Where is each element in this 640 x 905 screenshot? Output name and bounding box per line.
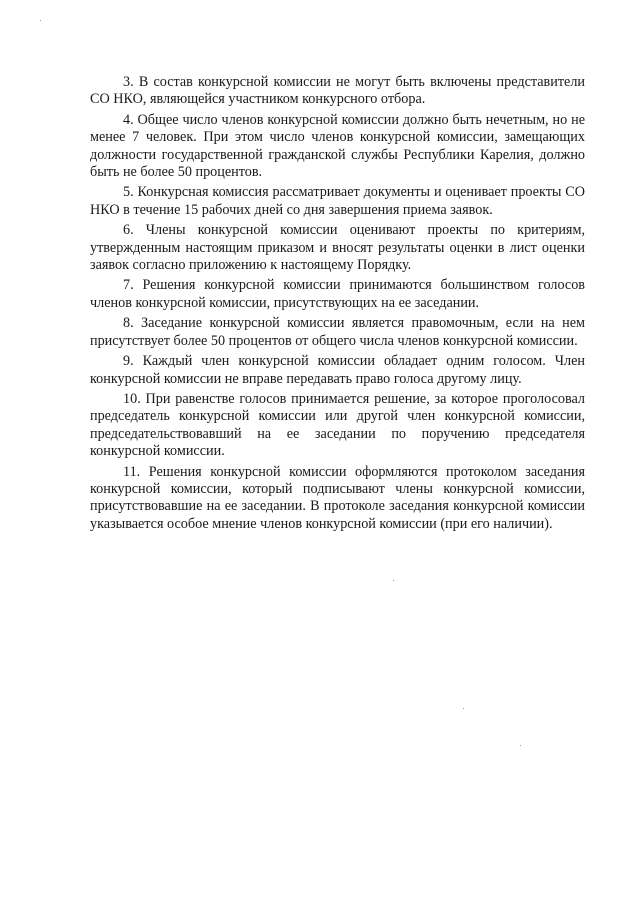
paragraph-8: 8. Заседание конкурсной комиссии является правомочным, если на нем присутствует более 50 процентов от общего числа членов конкурсной комиссии.	[90, 315, 585, 349]
document-body	[90, 74, 585, 536]
paragraph-9: 9. Каждый член конкурсной комиссии обладает одним голосом. Член конкурсной комиссии не вправе передавать право голоса другому лицу.	[90, 353, 585, 387]
paragraph-6: 6. Члены конкурсной комиссии оценивают проекты по критериям, утвержденным настоящим приказом и вносят результаты оценки в лист оценки заявок согласно приложению к настоящему Порядку.	[90, 222, 585, 274]
scan-speck	[393, 580, 394, 581]
paragraph-3: 3. В состав конкурсной комиссии не могут быть включены представители СО НКО, являющейся участником конкурсного отбора.	[90, 74, 585, 108]
scan-speck	[520, 745, 521, 746]
scan-speck	[40, 20, 41, 21]
scan-speck	[463, 708, 464, 709]
paragraph-7: 7. Решения конкурсной комиссии принимаются большинством голосов членов конкурсной комиссии, присутствующих на ее заседании.	[90, 277, 585, 311]
paragraph-10: 10. При равенстве голосов принимается решение, за которое проголосовал председатель конкурсной комиссии или другой член конкурсной комиссии, председательствовавший на ее заседании по поручению председателя конкурсной комиссии.	[90, 390, 585, 460]
paragraph-11: 11. Решения конкурсной комиссии оформляются протоколом заседания конкурсной комиссии, который подписывают члены конкурсной комиссии, присутствовавшие на ее заседании. В протоколе заседания конкурсной комиссии указывается особое мнение членов конкурсной комиссии (при его наличии).	[90, 463, 585, 532]
paragraph-5: 5. Конкурсная комиссия рассматривает документы и оценивает проекты СО НКО в течение 15 рабочих дней со дня завершения приема заявок.	[90, 184, 585, 218]
paragraph-4: 4. Общее число членов конкурсной комиссии должно быть нечетным, но не менее 7 человек. При этом число членов конкурсной комиссии, замещающих должности государственной гражданской службы Республики Карелия, должно быть не более 50 процентов.	[90, 111, 585, 181]
